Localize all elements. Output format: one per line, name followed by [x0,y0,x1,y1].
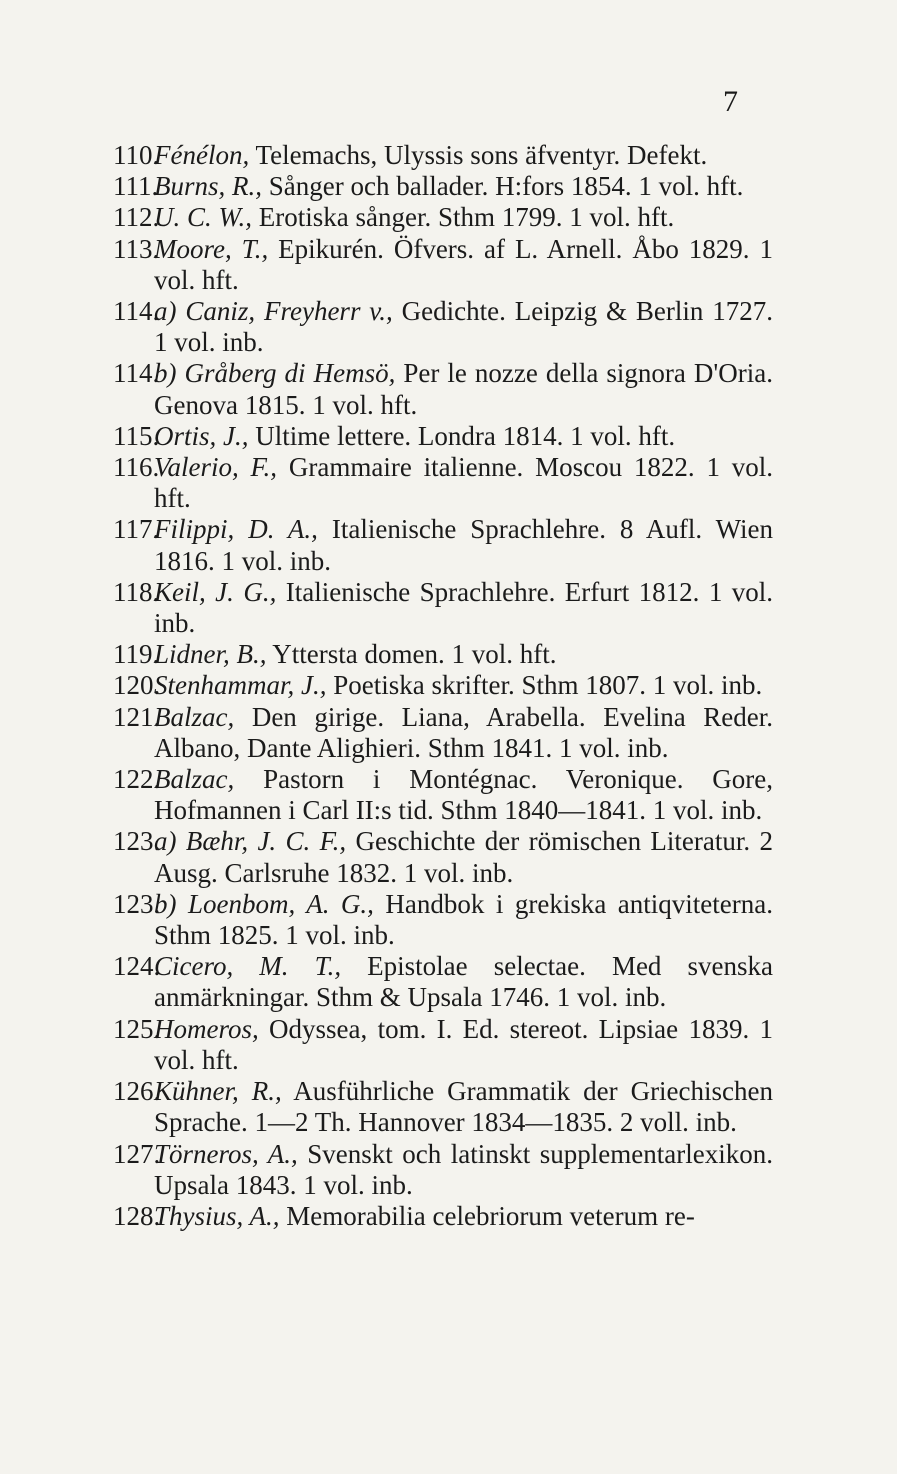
catalog-list [113,140,773,1232]
entry-author: U. C. W., [154,202,253,233]
entry-number: 124. [113,951,161,982]
entry-number: 115. [113,420,160,451]
entry-text: Italienische Sprachlehre. 8 Aufl. Wien 1816. 1 vol. inb. [154,514,773,576]
entry-text: Yttersta domen. 1 vol. hft. [266,639,557,670]
entry-author: Burns, R., [154,171,262,202]
entry-author: Törneros, A., [154,1138,298,1169]
entry-text: Den girige. Liana, Arabella. Evelina Reder. Albano, Dante Alighieri. Sthm 1841. 1 vol. inb. [154,701,773,763]
list-item [113,1014,773,1076]
entry-number: 121. [113,701,161,732]
entry-text: Erotiska sånger. Sthm 1799. 1 vol. hft. [252,202,675,233]
entry-author: Balzac, [154,764,235,795]
entry-number: 123. [113,888,161,919]
entry-number: 117. [113,514,160,545]
entry-number: 119. [113,639,160,670]
entry-author: a) Bæhr, J. C. F., [154,826,347,857]
list-item [113,452,773,514]
entry-text: Geschichte der römischen Literatur. 2 Ausg. Carlsruhe 1832. 1 vol. inb. [154,826,773,888]
list-item [113,421,773,452]
entry-number: 112. [113,202,160,233]
entry-text: Handbok i grekiska antiqviteterna. Sthm 1825. 1 vol. inb. [154,888,773,951]
entry-number: 110. [113,140,160,170]
list-item [113,358,773,420]
list-item [113,1201,773,1232]
entry-number: 116. [113,452,160,483]
entry-text: Svenskt och latinskt supplementarlexikon. Upsala 1843. 1 vol. inb. [154,1138,773,1200]
list-item [113,514,773,576]
entry-author: Lidner, B., [154,639,267,670]
entry-number: 118. [113,576,160,607]
entry-number: 120. [113,670,161,701]
entry-number: 111. [113,171,159,202]
entry-author: Fénélon, [154,140,250,170]
entry-number: 122. [113,764,161,795]
entry-number: 114. [113,358,160,389]
entry-author: a) Caniz, Freyherr v., [154,296,393,327]
entry-text: Sånger och ballader. H:fors 1854. 1 vol. hft. [262,171,744,202]
entry-author: Ortis, J., [154,420,249,451]
list-item [113,234,773,296]
entry-author: Valerio, F., [154,452,278,483]
entry-text: Pastorn i Montégnac. Veronique. Gore, Hofmannen i Carl II:s tid. Sthm 1840—1841. 1 vol. inb. [154,764,773,826]
entry-number: 127. [113,1138,161,1169]
entry-text: Ultime lettere. Londra 1814. 1 vol. hft. [248,420,676,451]
entry-number: 113. [113,233,160,264]
page-number: 7 [723,85,738,118]
list-item [113,889,773,951]
entry-text: Memorabilia celebriorum veterum re- [279,1200,695,1231]
list-item [113,670,773,701]
list-item [113,171,773,202]
entry-author: b) Loenbom, A. G., [154,888,374,919]
entry-author: Keil, J. G., [154,576,277,607]
entry-text: Gedichte. Leipzig & Berlin 1727. 1 vol. inb. [154,296,774,358]
entry-text: Italienische Sprachlehre. Erfurt 1812. 1 vol. inb. [154,576,773,639]
list-item [113,202,773,233]
entry-author: Balzac, [154,701,235,732]
entry-number: 126. [113,1076,161,1107]
list-item [113,140,773,171]
list-item [113,296,773,358]
entry-author: Cicero, M. T., [154,951,342,982]
entry-text: Grammaire italienne. Moscou 1822. 1 vol. hft. [154,452,773,514]
entry-number: 123. [113,826,161,857]
entry-text: Telemachs, Ulyssis sons äfventyr. Defekt. [249,140,708,170]
entry-author: b) Gråberg di Hemsö, [154,358,396,389]
entry-author: Moore, T., [154,233,269,264]
list-item [113,1076,773,1138]
list-item [113,1139,773,1201]
entry-text: Odyssea, tom. I. Ed. stereot. Lipsiae 1839. 1 vol. hft. [154,1013,773,1075]
entry-author: Homeros, [154,1013,259,1044]
entry-text: Epikurén. Öfvers. af L. Arnell. Åbo 1829. 1 vol. hft. [154,233,773,295]
list-item [113,826,773,888]
entry-text: Poetiska skrifter. Sthm 1807. 1 vol. inb. [326,670,763,701]
entry-author: Filippi, D. A., [154,514,318,545]
list-item [113,764,773,826]
entry-text: Per le nozze della signora D'Oria. Genova 1815. 1 vol. hft. [154,358,773,420]
entry-author: Stenhammar, J., [154,670,327,701]
list-item [113,951,773,1013]
entry-number: 125. [113,1013,161,1044]
entry-text: Epistolae selectae. Med svenska anmärkningar. Sthm & Upsala 1746. 1 vol. inb. [154,951,773,1013]
entry-author: Kühner, R., [154,1076,282,1107]
list-item [113,639,773,670]
entry-number: 114. [113,296,160,327]
list-item [113,577,773,639]
entry-number: 128. [113,1200,161,1231]
entry-author: Thysius, A., [154,1200,280,1231]
entry-text: Ausführliche Grammatik der Griechischen Sprache. 1—2 Th. Hannover 1834—1835. 2 voll. inb. [154,1076,774,1138]
list-item [113,702,773,764]
